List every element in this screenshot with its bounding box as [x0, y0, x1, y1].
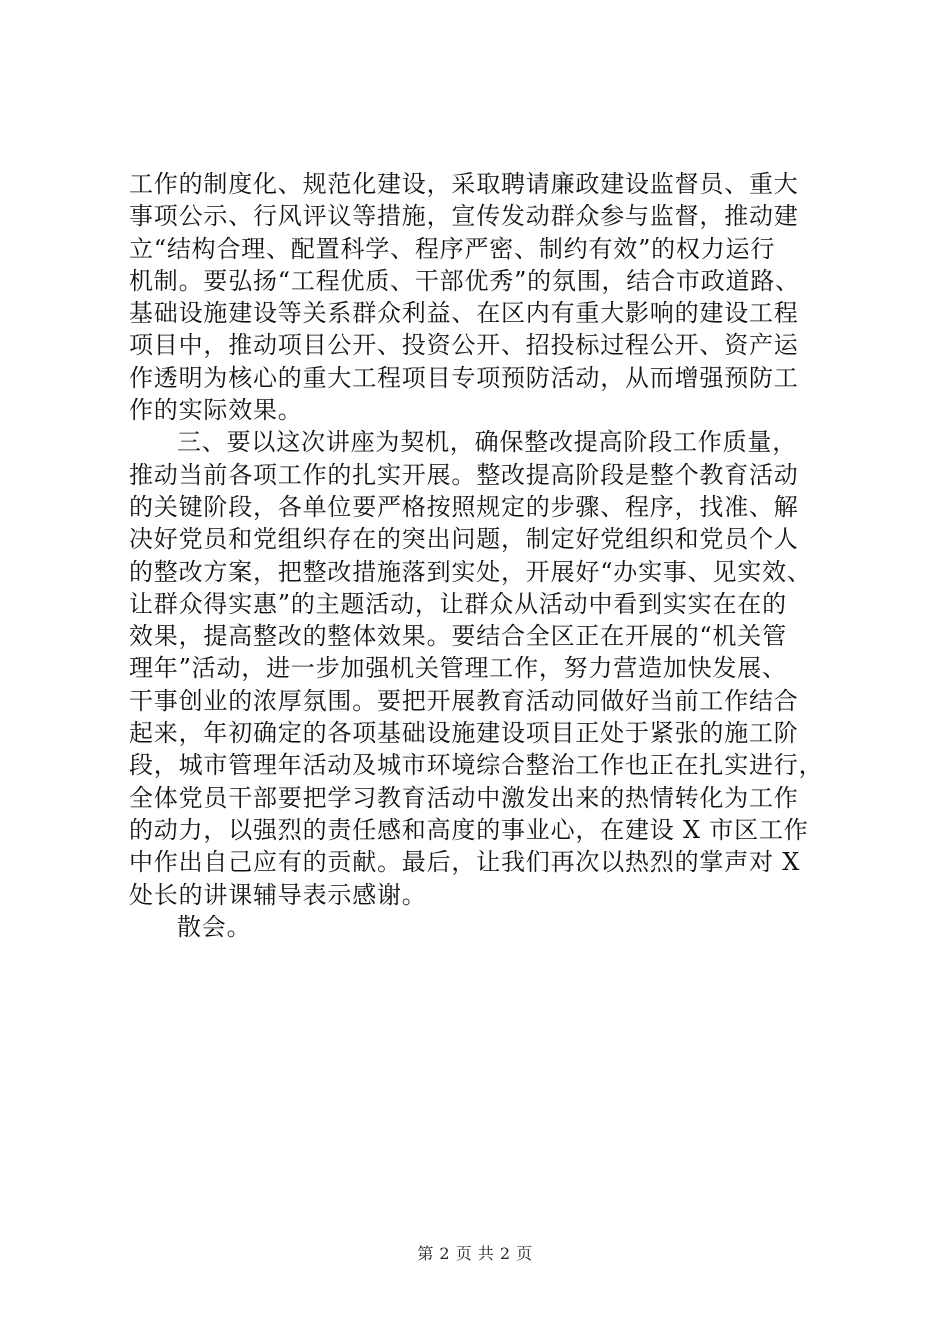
text-line: 项目中，推动项目公开、投资公开、招投标过程公开、资产运: [129, 331, 799, 360]
text-line: 中作出自己应有的贡献。最后，让我们再次以热烈的掌声对 X: [129, 848, 801, 877]
text-line: 的动力，以强烈的责任感和高度的事业心，在建设 X 市区工作: [129, 815, 809, 844]
page-number-label: 第 2 页 共 2 页: [417, 1244, 533, 1263]
text-line: 让群众得实惠”的主题活动，让群众从活动中看到实实在在的: [129, 589, 787, 618]
text-line: 作透明为核心的重大工程项目专项预防活动，从而增强预防工: [129, 363, 799, 392]
document-body: [129, 168, 831, 943]
text-line: 全体党员干部要把学习教育活动中激发出来的热情转化为工作: [129, 783, 799, 812]
text-line: 起来，年初确定的各项基础设施建设项目正处于紧张的施工阶: [129, 719, 799, 748]
text-line: 基础设施建设等关系群众利益、在区内有重大影响的建设工程: [129, 299, 799, 328]
text-line: 决好党员和党组织存在的突出问题，制定好党组织和党员个人: [129, 525, 799, 554]
text-line: 立“结构合理、配置科学、程序严密、制约有效”的权力运行: [129, 234, 776, 263]
closing-line: 散会。: [177, 912, 252, 941]
text-line: 效果，提高整改的整体效果。要结合全区正在开展的“机关管: [129, 622, 787, 651]
text-line: 的关键阶段，各单位要严格按照规定的步骤、程序，找准、解: [129, 492, 799, 521]
text-line: 段，城市管理年活动及城市环境综合整治工作也正在扎实进行，: [129, 751, 824, 780]
text-line: 的整改方案，把整改措施落到实处，开展好“办实事、见实效、: [129, 557, 812, 586]
text-line: 处长的讲课辅导表示感谢。: [129, 880, 427, 909]
text-line: 作的实际效果。: [129, 396, 303, 425]
text-line: 工作的制度化、规范化建设，采取聘请廉政建设监督员、重大: [129, 170, 799, 198]
text-line: 推动当前各项工作的扎实开展。整改提高阶段是整个教育活动: [129, 460, 799, 489]
text-line: 事项公示、行风评议等措施，宣传发动群众参与监督，推动建: [129, 202, 799, 231]
page-footer: [0, 1244, 950, 1264]
text-line: 机制。要弘扬“工程优质、干部优秀”的氛围，结合市政道路、: [129, 266, 800, 295]
paragraph-start-line: 三、要以这次讲座为契机，确保整改提高阶段工作质量，: [177, 428, 797, 457]
text-line: 理年”活动，进一步加强机关管理工作，努力营造加快发展、: [129, 654, 787, 683]
text-line: 干事创业的浓厚氛围。要把开展教育活动同做好当前工作结合: [129, 686, 799, 715]
